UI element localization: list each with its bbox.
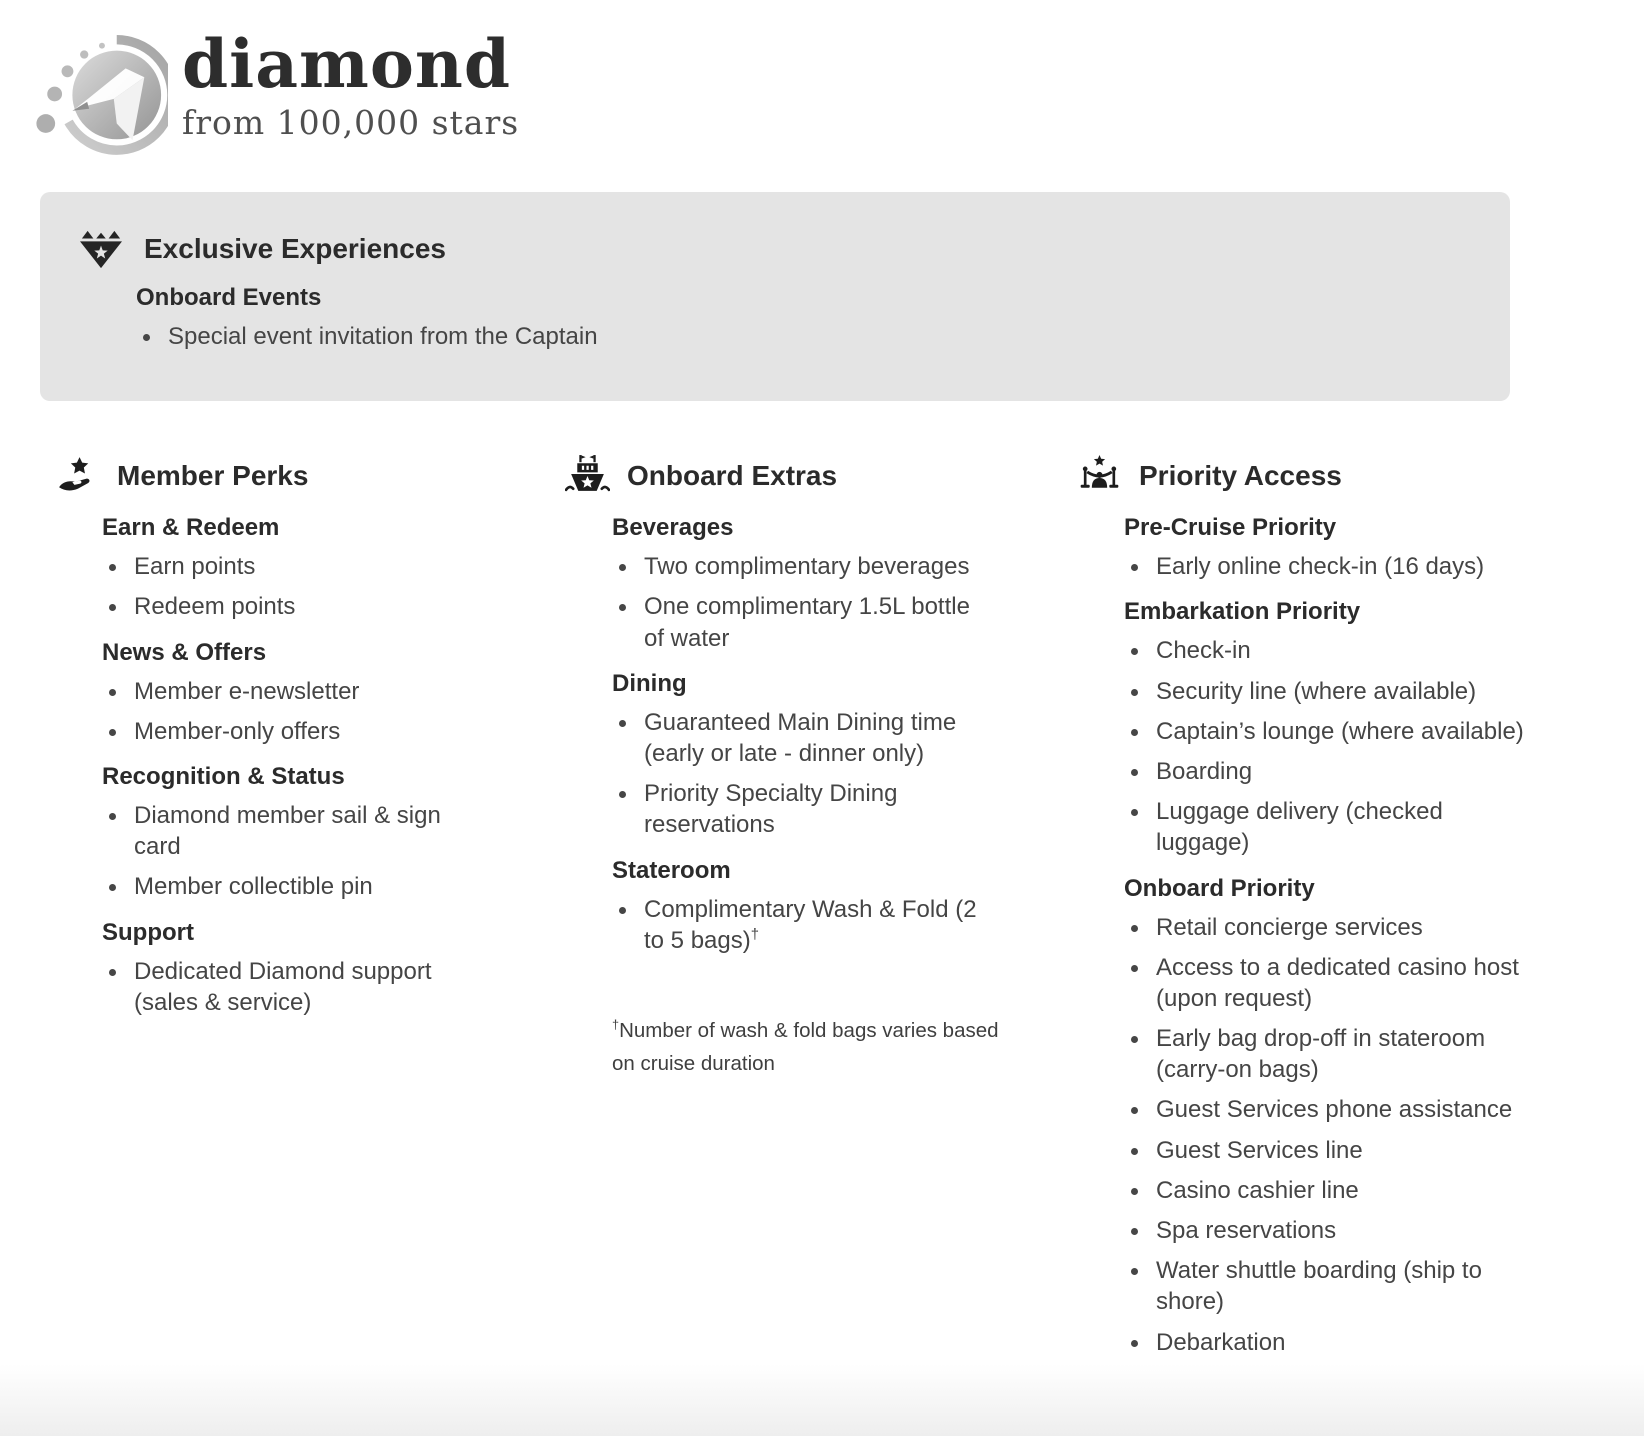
column-header xyxy=(55,453,565,498)
list-item: • Access to a dedicated casino host (upon request) xyxy=(1151,952,1528,1014)
column-title: Member Perks xyxy=(117,459,309,491)
section-heading: Onboard Priority xyxy=(1124,874,1315,902)
list-item: • Guest Services line xyxy=(1151,1135,1528,1166)
section-heading: Support xyxy=(102,918,194,946)
wash-fold-footnote: †Number of wash & fold bags varies based on cruise duration xyxy=(612,1017,999,1076)
bullet-list xyxy=(1124,912,1534,1358)
brand-header xyxy=(0,0,1644,160)
benefit-columns xyxy=(55,453,1534,1367)
list-item: • Spa reservations xyxy=(1151,1215,1528,1246)
section-heading: Onboard Events xyxy=(136,284,322,311)
list-item: • Member-only offers xyxy=(129,716,464,747)
column-sections xyxy=(612,514,1077,956)
list-item: • Water shuttle boarding (ship to shore) xyxy=(1151,1255,1528,1317)
list-item: • Earn points xyxy=(129,551,464,582)
list-item: • Member e-newsletter xyxy=(129,676,464,707)
section-heading: Recognition & Status xyxy=(102,762,345,790)
banner-header xyxy=(78,228,1470,270)
section-heading: Dining xyxy=(612,669,687,697)
column-onboard-extras xyxy=(565,453,1077,1080)
gem-star-icon xyxy=(78,228,124,270)
bottom-gradient xyxy=(0,1364,1644,1436)
list-item: • Special event invitation from the Captain xyxy=(163,321,1470,352)
brand-name: diamond xyxy=(182,25,511,103)
dagger-superscript: † xyxy=(612,1017,620,1033)
bullet-list xyxy=(1124,551,1534,582)
list-item: • Dedicated Diamond support (sales & service) xyxy=(129,956,464,1018)
list-item: • Boarding xyxy=(1151,756,1528,787)
exclusive-experiences-banner xyxy=(40,192,1510,401)
column-priority-access xyxy=(1077,453,1534,1367)
section-heading: Earn & Redeem xyxy=(102,514,280,542)
column-header xyxy=(1077,453,1534,498)
bullet-list xyxy=(612,707,1077,841)
column-header xyxy=(565,453,1077,498)
vip-rope-star-icon xyxy=(1077,453,1122,498)
section-heading: Pre-Cruise Priority xyxy=(1124,514,1337,542)
column-sections xyxy=(102,514,565,1018)
column-title: Priority Access xyxy=(1139,459,1342,491)
list-item: • Guest Services phone assistance xyxy=(1151,1094,1528,1125)
list-item: • Early bag drop-off in stateroom (carry-on bags) xyxy=(1151,1023,1528,1085)
list-item: • Debarkation xyxy=(1151,1327,1528,1358)
list-item: • Captain’s lounge (where available) xyxy=(1151,716,1528,747)
hand-star-icon xyxy=(55,453,100,498)
list-item: • Retail concierge services xyxy=(1151,912,1528,943)
brand-text xyxy=(182,22,519,142)
list-item: • Early online check-in (16 days) xyxy=(1151,551,1528,582)
column-member-perks xyxy=(55,453,565,1027)
bullet-list xyxy=(136,321,1470,352)
bullet-list xyxy=(612,894,1077,956)
section-heading: News & Offers xyxy=(102,638,267,666)
list-item: • Check-in xyxy=(1151,635,1528,666)
list-item: • Complimentary Wash & Fold (2 to 5 bags)† xyxy=(639,894,989,956)
section-heading: Beverages xyxy=(612,514,734,542)
list-item: • Guaranteed Main Dining time (early or late - dinner only) xyxy=(639,707,989,769)
banner-sections xyxy=(136,284,1470,352)
section-heading: Stateroom xyxy=(612,856,731,884)
banner-title: Exclusive Experiences xyxy=(144,233,446,264)
column-sections xyxy=(1124,514,1534,1358)
section-heading: Embarkation Priority xyxy=(1124,598,1361,626)
list-item: • Luggage delivery (checked luggage) xyxy=(1151,796,1528,858)
list-item: • Member collectible pin xyxy=(129,871,464,902)
brand-tagline: from 100,000 stars xyxy=(182,103,520,143)
bullet-list xyxy=(102,676,565,747)
list-item: • Priority Specialty Dining reservations xyxy=(639,778,989,840)
bullet-list xyxy=(102,551,565,622)
ship-star-icon xyxy=(565,453,610,498)
list-item: • Security line (where available) xyxy=(1151,676,1528,707)
bullet-list xyxy=(102,800,565,903)
list-item: • One complimentary 1.5L bottle of water xyxy=(639,591,989,653)
list-item: • Redeem points xyxy=(129,591,464,622)
list-item: • Diamond member sail & sign card xyxy=(129,800,464,862)
list-item: • Casino cashier line xyxy=(1151,1175,1528,1206)
bullet-list xyxy=(1124,635,1534,858)
bullet-list xyxy=(612,551,1077,654)
bullet-list xyxy=(102,956,565,1018)
dagger-superscript: † xyxy=(750,926,760,943)
swirl-bird-medallion-icon xyxy=(30,22,168,160)
list-item: • Two complimentary beverages xyxy=(639,551,989,582)
column-title: Onboard Extras xyxy=(627,459,838,491)
